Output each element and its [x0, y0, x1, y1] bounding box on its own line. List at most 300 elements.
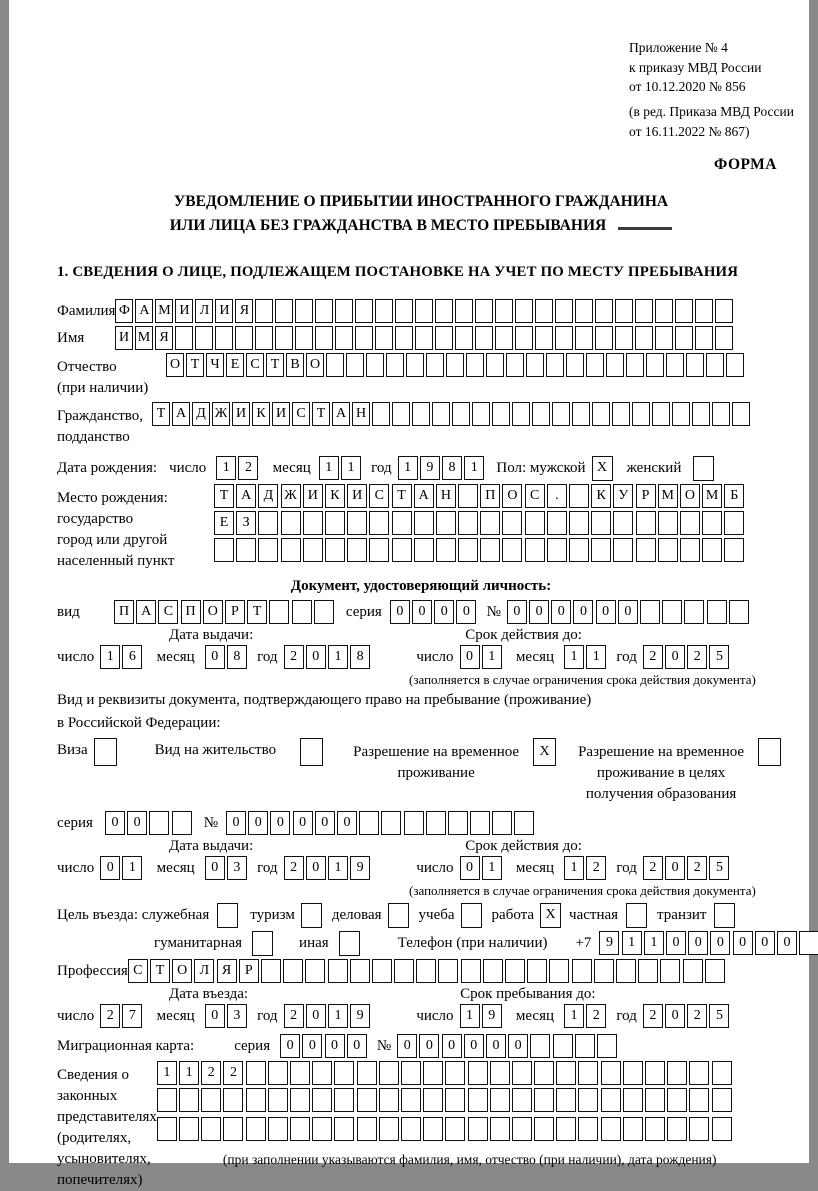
form-cell: 1 — [398, 456, 418, 480]
form-cell — [612, 402, 630, 426]
profession-label: Профессия — [57, 962, 128, 979]
number-label: № — [376, 1037, 392, 1054]
valid-day-cells — [460, 645, 504, 669]
representatives-cells-row2 — [157, 1088, 734, 1112]
day-label: число — [416, 859, 454, 876]
form-cell — [515, 326, 533, 350]
form-cell — [414, 511, 434, 535]
purpose-business-checkbox — [388, 903, 411, 928]
month-label: месяц — [515, 648, 555, 665]
purpose-second-row — [57, 931, 791, 956]
form-cell — [615, 299, 633, 323]
form-cell: 9 — [350, 856, 370, 880]
form-cell — [646, 353, 664, 377]
form-cell — [379, 1088, 399, 1112]
form-cell — [446, 353, 464, 377]
form-cell — [555, 299, 573, 323]
form-cell — [315, 299, 333, 323]
form-cell: 9 — [482, 1004, 502, 1028]
form-cell: 3 — [227, 856, 247, 880]
form-cell — [461, 959, 481, 983]
form-cell: 0 — [665, 1004, 685, 1028]
form-cell: Т — [312, 402, 330, 426]
purpose-other-checkbox — [339, 931, 362, 956]
form-cell — [566, 353, 584, 377]
form-cell — [281, 538, 301, 562]
form-cell — [458, 511, 478, 535]
form-cell — [615, 326, 633, 350]
doc-series-cells — [390, 600, 479, 624]
form-cell — [290, 1117, 310, 1141]
form-cell — [452, 402, 470, 426]
form-cell: 0 — [100, 856, 120, 880]
form-cell: 2 — [586, 856, 606, 880]
res-dates-row — [57, 856, 785, 880]
form-cell: 5 — [709, 1004, 729, 1028]
doc-number-cells — [507, 600, 751, 624]
form-cell — [613, 511, 633, 535]
number-label: № — [486, 603, 501, 620]
form-cell — [334, 1088, 354, 1112]
form-cell: Ф — [115, 299, 133, 323]
form-cell — [572, 959, 592, 983]
form-cell: 8 — [350, 645, 370, 669]
form-cell — [223, 1117, 243, 1141]
birth-year-cells — [398, 456, 487, 480]
form-cell — [715, 299, 733, 323]
form-cell: 7 — [122, 1004, 142, 1028]
form-cell: 1 — [460, 1004, 480, 1028]
form-cell — [534, 1117, 554, 1141]
form-cell: А — [172, 402, 190, 426]
form-cell — [175, 326, 193, 350]
valid-until-label: Срок действия до: — [465, 626, 582, 643]
form-cell — [435, 326, 453, 350]
form-title-line1: УВЕДОМЛЕНИЕ О ПРИБЫТИИ ИНОСТРАННОГО ГРАЖДАНИНА — [173, 192, 669, 210]
form-cell — [466, 353, 484, 377]
form-cell — [667, 1061, 687, 1085]
form-cell — [552, 402, 570, 426]
form-cell: 2 — [284, 856, 304, 880]
form-cell: Я — [217, 959, 237, 983]
form-cell: 2 — [284, 1004, 304, 1028]
form-cell: П — [181, 600, 201, 624]
form-cell: 1 — [564, 856, 584, 880]
form-cell: 0 — [347, 1034, 367, 1058]
form-cell — [339, 931, 360, 956]
birth-month-cells — [319, 456, 363, 480]
day-label: число — [57, 1007, 95, 1024]
purpose-private-checkbox — [626, 903, 649, 928]
form-cell — [597, 1034, 617, 1058]
form-cell — [412, 402, 430, 426]
form-cell: 0 — [573, 600, 593, 624]
form-cell — [195, 326, 213, 350]
form-cell — [415, 326, 433, 350]
form-cell — [530, 1034, 550, 1058]
phone-label: Телефон (при наличии) — [397, 934, 548, 951]
form-cell — [395, 299, 413, 323]
form-cell: И — [215, 299, 233, 323]
surname-row — [57, 299, 785, 323]
form-cell: Е — [226, 353, 244, 377]
form-cell: 0 — [325, 1034, 345, 1058]
representatives-cells-row1 — [157, 1061, 734, 1085]
form-cell: 0 — [306, 1004, 326, 1028]
form-cell — [357, 1061, 377, 1085]
form-cell — [502, 511, 522, 535]
form-cell — [328, 959, 348, 983]
valid-until-label: Срок действия до: — [465, 837, 582, 854]
purpose-work-label: работа — [491, 906, 535, 923]
form-cell — [290, 1061, 310, 1085]
issue-month-cells — [205, 645, 249, 669]
patronymic-row — [57, 353, 785, 399]
form-cell — [702, 511, 722, 535]
form-cell: 0 — [248, 811, 268, 835]
form-cell — [512, 402, 530, 426]
form-cell: 0 — [280, 1034, 300, 1058]
form-cell: С — [128, 959, 148, 983]
form-cell: 8 — [227, 645, 247, 669]
birthplace-label: Место рождения: государство город или другой населенный пункт — [57, 489, 175, 569]
form-cell: 2 — [201, 1061, 221, 1085]
entry-date-label: Дата въезда: — [169, 985, 249, 1002]
purpose-transit-label: транзит — [657, 906, 707, 923]
form-cell — [359, 811, 379, 835]
form-cell — [480, 511, 500, 535]
form-cell — [395, 326, 413, 350]
form-cell — [468, 1088, 488, 1112]
form-cell — [386, 353, 404, 377]
form-cell: Р — [636, 484, 656, 508]
day-label: число — [57, 859, 95, 876]
form-cell — [638, 959, 658, 983]
form-cell — [666, 353, 684, 377]
form-cell: 0 — [306, 645, 326, 669]
form-cell — [512, 1088, 532, 1112]
form-cell — [626, 903, 647, 928]
form-cell: 0 — [596, 600, 616, 624]
form-cell: 2 — [284, 645, 304, 669]
form-cell — [556, 1117, 576, 1141]
form-cell: 2 — [223, 1061, 243, 1085]
residence-permit-checkbox — [300, 738, 325, 766]
purpose-tourism-label: туризм — [250, 906, 295, 923]
entry-purpose-row — [57, 903, 785, 928]
form-cell — [392, 511, 412, 535]
form-cell — [295, 299, 313, 323]
form-cell: 2 — [238, 456, 258, 480]
form-cell: 2 — [687, 856, 707, 880]
form-cell: 0 — [127, 811, 147, 835]
form-cell — [468, 1061, 488, 1085]
form-cell — [640, 600, 660, 624]
form-cell: О — [203, 600, 223, 624]
birthplace-cells-block — [214, 484, 785, 567]
form-cell — [379, 1061, 399, 1085]
stay-day-cells — [460, 1004, 504, 1028]
form-cell: Д — [192, 402, 210, 426]
form-cell: 3 — [227, 1004, 247, 1028]
form-cell — [635, 326, 653, 350]
purpose-official-label: Цель въезда: служебная — [57, 906, 210, 923]
form-cell: 1 — [122, 856, 142, 880]
form-cell: 0 — [442, 1034, 462, 1058]
form-cell — [303, 538, 323, 562]
form-cell — [645, 1088, 665, 1112]
form-cell — [261, 959, 281, 983]
form-cell — [578, 1088, 598, 1112]
form-cell: 1 — [586, 645, 606, 669]
form-title-line2: ИЛИ ЛИЦА БЕЗ ГРАЖДАНСТВА В МЕСТО ПРЕБЫВАНИЯ — [169, 216, 607, 234]
year-label: год — [257, 648, 278, 665]
phone-prefix: +7 — [575, 934, 592, 951]
form-cell — [525, 538, 545, 562]
form-cell: 1 — [328, 856, 348, 880]
form-cell — [601, 1061, 621, 1085]
form-cell: 1 — [482, 645, 502, 669]
form-cell — [347, 538, 367, 562]
form-cell — [357, 1088, 377, 1112]
residence-doc-series-row — [57, 811, 785, 835]
day-label: число — [416, 648, 454, 665]
form-cell — [201, 1117, 221, 1141]
entry-stay-dates-row — [57, 1004, 785, 1028]
year-label: год — [257, 1007, 278, 1024]
form-cell — [423, 1088, 443, 1112]
issue-year-cells — [284, 645, 373, 669]
form-cell: 2 — [586, 1004, 606, 1028]
form-cell — [268, 1061, 288, 1085]
form-cell — [334, 1117, 354, 1141]
form-cell: И — [303, 484, 323, 508]
identity-doc-header: Документ, удостоверяющий личность: — [290, 577, 552, 594]
year-label: год — [371, 459, 392, 476]
form-cell: X — [533, 738, 556, 766]
form-cell — [546, 353, 564, 377]
form-cell: 0 — [710, 931, 730, 955]
form-cell — [486, 353, 504, 377]
form-cell: М — [155, 299, 173, 323]
form-cell — [689, 1061, 709, 1085]
form-cell — [435, 299, 453, 323]
form-cell: Н — [352, 402, 370, 426]
form-cell — [268, 1088, 288, 1112]
form-cell — [591, 511, 611, 535]
form-cell — [157, 1088, 177, 1112]
form-cell — [214, 538, 234, 562]
form-cell — [726, 353, 744, 377]
form-cell: 1 — [328, 645, 348, 669]
form-cell — [379, 1117, 399, 1141]
form-cell — [555, 326, 573, 350]
form-cell — [415, 299, 433, 323]
form-cell — [423, 1117, 443, 1141]
form-cell: 2 — [643, 645, 663, 669]
form-cell: 0 — [412, 600, 432, 624]
form-cell — [658, 538, 678, 562]
form-cell — [623, 1088, 643, 1112]
form-cell: А — [136, 600, 156, 624]
form-cell — [357, 1117, 377, 1141]
form-cell: 0 — [315, 811, 335, 835]
purpose-official-checkbox — [217, 903, 240, 928]
month-label: месяц — [272, 459, 311, 476]
form-cell: 0 — [419, 1034, 439, 1058]
phone-cells — [599, 931, 818, 955]
form-cell: Т — [186, 353, 204, 377]
res-valid-day-cells — [460, 856, 504, 880]
form-cell — [312, 1061, 332, 1085]
form-cell: 0 — [302, 1034, 322, 1058]
form-cell — [686, 353, 704, 377]
form-cell: 0 — [434, 600, 454, 624]
form-cell: Т — [214, 484, 234, 508]
form-cell — [426, 811, 446, 835]
form-cell — [712, 1088, 732, 1112]
issue-date-label: Дата выдачи: — [169, 837, 254, 854]
profession-row — [57, 959, 785, 983]
form-cell — [572, 402, 590, 426]
birthplace-cells-row2 — [214, 511, 747, 535]
form-cell — [595, 326, 613, 350]
form-cell: Н — [436, 484, 456, 508]
birthplace-cells-row1 — [214, 484, 747, 508]
arrival-notification-form-page — [9, 0, 809, 1188]
form-cell — [375, 299, 393, 323]
form-cell: Т — [266, 353, 284, 377]
form-cell — [315, 326, 333, 350]
form-cell: Ж — [281, 484, 301, 508]
form-cell — [335, 299, 353, 323]
form-cell: 0 — [205, 856, 225, 880]
purpose-humanitarian-label: гуманитарная — [154, 934, 243, 951]
form-cell — [525, 511, 545, 535]
form-cell: 0 — [464, 1034, 484, 1058]
form-cell — [468, 1117, 488, 1141]
form-cell — [326, 353, 344, 377]
form-cell — [626, 353, 644, 377]
form-cell: 0 — [270, 811, 290, 835]
form-cell: 1 — [341, 456, 361, 480]
form-cell — [490, 1088, 510, 1112]
form-cell — [667, 1117, 687, 1141]
form-cell: А — [135, 299, 153, 323]
identity-doc-row — [57, 600, 785, 624]
form-cell: 1 — [622, 931, 642, 955]
form-cell: 0 — [733, 931, 753, 955]
form-cell — [556, 1088, 576, 1112]
entry-month-cells — [205, 1004, 249, 1028]
form-cell — [569, 538, 589, 562]
form-cell — [799, 931, 818, 955]
form-cell: 6 — [122, 645, 142, 669]
form-cell: Т — [392, 484, 412, 508]
form-cell: 0 — [105, 811, 125, 835]
form-cell: Л — [195, 299, 213, 323]
form-cell — [388, 903, 409, 928]
form-cell — [268, 1117, 288, 1141]
form-cell: Р — [225, 600, 245, 624]
form-cell — [394, 959, 414, 983]
form-cell: 1 — [157, 1061, 177, 1085]
form-cell: П — [480, 484, 500, 508]
form-cell: 1 — [328, 1004, 348, 1028]
form-cell — [695, 299, 713, 323]
appendix-reference — [629, 38, 794, 142]
form-cell — [461, 903, 482, 928]
form-cell — [502, 538, 522, 562]
form-cell — [636, 538, 656, 562]
form-cell: 1 — [564, 1004, 584, 1028]
form-cell — [578, 1061, 598, 1085]
form-cell: X — [540, 903, 561, 928]
purpose-study-label: учеба — [418, 906, 455, 923]
form-cell — [149, 811, 169, 835]
form-cell — [506, 353, 524, 377]
form-cell — [636, 511, 656, 535]
form-cell — [480, 538, 500, 562]
form-cell — [492, 811, 512, 835]
form-cell — [693, 456, 714, 481]
form-cell — [689, 1117, 709, 1141]
form-cell — [712, 1061, 732, 1085]
form-cell: О — [172, 959, 192, 983]
form-cell: 0 — [460, 645, 480, 669]
form-cell — [683, 959, 703, 983]
validity-note: (заполняется в случае ограничения срока действия документа) — [409, 882, 756, 898]
form-cell — [246, 1061, 266, 1085]
form-cell — [401, 1061, 421, 1085]
form-cell — [416, 959, 436, 983]
form-cell — [325, 511, 345, 535]
form-cell — [594, 959, 614, 983]
form-cell: 5 — [709, 645, 729, 669]
form-cell — [606, 353, 624, 377]
form-cell — [215, 326, 233, 350]
day-label: число — [416, 1007, 454, 1024]
appendix-line: от 10.12.2020 № 856 — [629, 79, 746, 95]
temp-residence-edu-label: Разрешение на временное проживание в целях получения образования — [578, 743, 745, 802]
form-cell: Ж — [212, 402, 230, 426]
form-cell: 0 — [507, 600, 527, 624]
form-cell — [578, 1117, 598, 1141]
form-cell — [616, 959, 636, 983]
form-cell — [667, 1088, 687, 1112]
form-cell: 0 — [293, 811, 313, 835]
form-cell — [312, 1117, 332, 1141]
form-cell: И — [175, 299, 193, 323]
form-cell — [680, 538, 700, 562]
form-cell: О — [306, 353, 324, 377]
form-cell: О — [502, 484, 522, 508]
form-cell — [675, 326, 693, 350]
form-cell — [707, 600, 727, 624]
form-cell — [448, 811, 468, 835]
residence-doc-type-row — [57, 738, 785, 805]
form-cell — [475, 299, 493, 323]
form-cell: Е — [214, 511, 234, 535]
appendix-edit-line: от 16.11.2022 № 867) — [629, 123, 750, 139]
birth-date-row — [57, 456, 785, 481]
purpose-business-label: деловая — [331, 906, 382, 923]
form-cell: А — [236, 484, 256, 508]
migration-number-cells — [397, 1034, 619, 1058]
doc-dates-row — [57, 645, 785, 669]
form-cell: 0 — [666, 931, 686, 955]
temp-residence-edu-checkbox — [758, 738, 783, 766]
